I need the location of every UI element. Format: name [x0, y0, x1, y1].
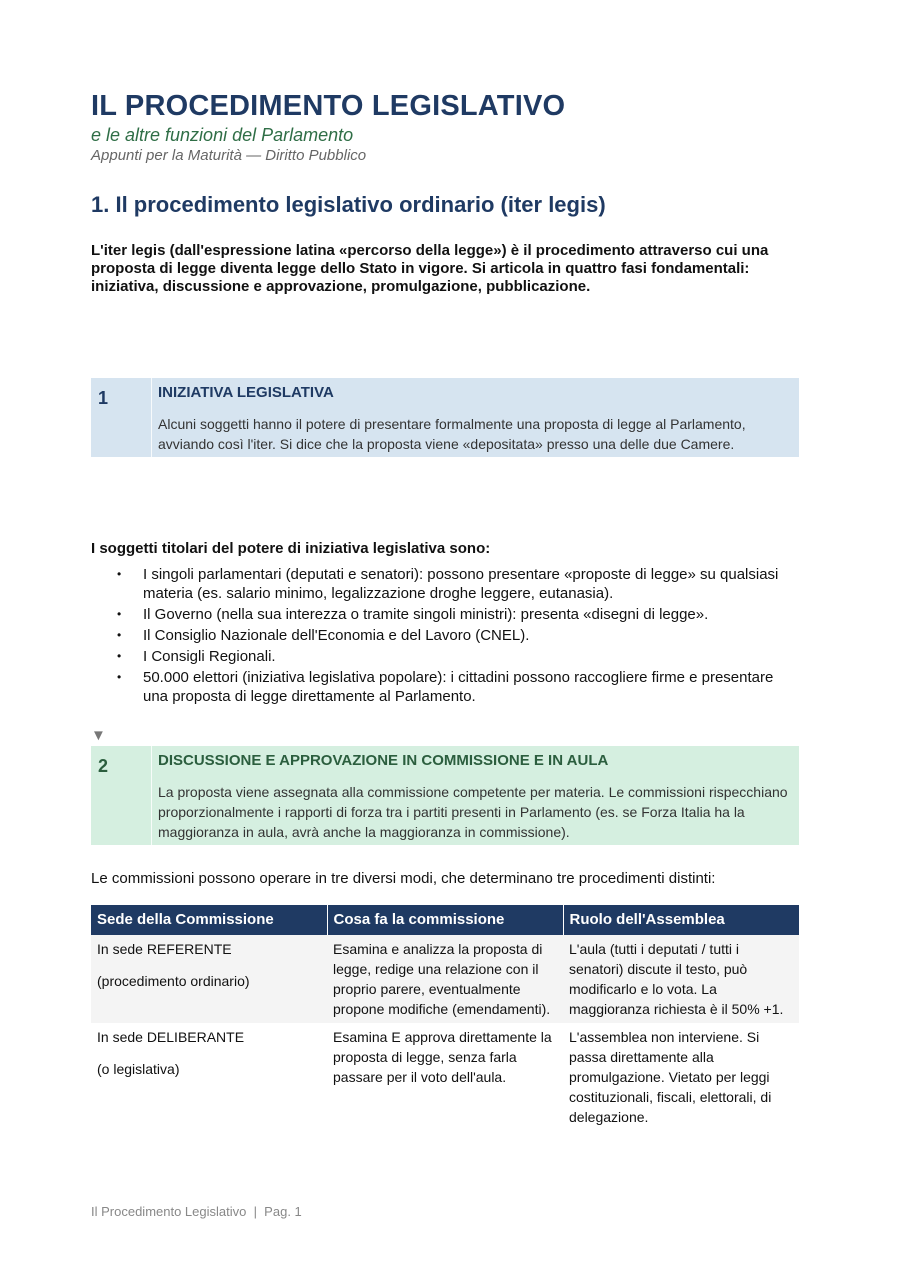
- column-header: Ruolo dell'Assemblea: [563, 905, 799, 935]
- table-cell-sede: [91, 935, 327, 1023]
- bullet-icon: •: [117, 607, 122, 621]
- list-item-text: I Consigli Regionali.: [143, 648, 276, 665]
- sede-label: In sede DELIBERANTE: [97, 1029, 245, 1045]
- commission-table: [91, 905, 799, 1131]
- list-item-text: Il Consiglio Nazionale dell'Economia e del Lavoro (CNEL).: [143, 627, 530, 644]
- arrow-down-icon: ▼: [91, 727, 106, 744]
- bullet-icon: •: [117, 567, 122, 581]
- document-subtitle: e le altre funzioni del Parlamento: [91, 125, 354, 145]
- phase-body: [151, 746, 799, 845]
- sede-note: (o legislativa): [97, 1061, 180, 1077]
- list-item-text: I singoli parlamentari (deputati e senatori): possono presentare «proposte di legge» su qualsiasi materia (es. salario minimo, legalizzazione droghe leggere, eutanasia).: [143, 566, 779, 602]
- document-title: IL PROCEDIMENTO LEGISLATIVO: [91, 90, 566, 122]
- bullet-icon: •: [117, 628, 122, 642]
- list-item-text: Il Governo (nella sua interezza o tramite singoli ministri): presenta «disegni di legge».: [143, 606, 709, 623]
- list-item: [91, 668, 799, 706]
- list-item-text: 50.000 elettori (iniziativa legislativa popolare): i cittadini possono raccogliere firme e presentare una proposta di legge direttamente al Parlamento.: [143, 669, 774, 705]
- phase-number: 2: [98, 756, 109, 776]
- table-header-row: [91, 905, 799, 935]
- phase-text: La proposta viene assegnata alla commissione competente per materia. Le commissioni rispecchiano proporzionalmente i rapporti di forza tra i partiti presenti in Parlamento (es. se Forza Italia ha la maggioranza in aula, avrà anche la maggioranza in commissione).: [158, 784, 788, 840]
- sede-note: (procedimento ordinario): [97, 973, 250, 989]
- table-row: [91, 1023, 799, 1131]
- list-item: [91, 565, 799, 603]
- phase-title: INIZIATIVA LEGISLATIVA: [158, 384, 334, 401]
- table-cell-cosa: Esamina e analizza la proposta di legge, redige una relazione con il proprio parere, eventualmente propone modifiche (emendamenti).: [327, 935, 563, 1023]
- table-row: [91, 935, 799, 1023]
- intro-paragraph: L'iter legis (dall'espressione latina «percorso della legge») è il procedimento attraverso cui una proposta di legge diventa legge dello Stato in vigore. Si articola in quattro fasi fondamentali: iniziativa, discussione e approvazione, promulgazione, pubblicazione.: [91, 242, 769, 295]
- phase-text: Alcuni soggetti hanno il potere di presentare formalmente una proposta di legge al Parlamento, avviando così l'iter. Si dice che la proposta viene «depositata» presso una delle due Camere.: [158, 416, 746, 452]
- column-header: Cosa fa la commissione: [327, 905, 563, 935]
- subjects-heading: I soggetti titolari del potere di iniziativa legislativa sono:: [91, 540, 491, 557]
- table-cell-sede: [91, 1023, 327, 1131]
- phase-box-iniziativa: [91, 378, 799, 457]
- column-header: Sede della Commissione: [91, 905, 327, 935]
- document-page: [91, 88, 799, 1131]
- phase-number: 1: [98, 388, 109, 408]
- phase-title: DISCUSSIONE E APPROVAZIONE IN COMMISSIONE E IN AULA: [158, 752, 609, 769]
- subjects-list: [91, 565, 799, 706]
- document-meta: Appunti per la Maturità — Diritto Pubblico: [91, 147, 367, 164]
- phase-box-discussione: [91, 746, 799, 845]
- table-cell-cosa: Esamina E approva direttamente la proposta di legge, senza farla passare per il voto dell'aula.: [327, 1023, 563, 1131]
- section-heading: 1. Il procedimento legislativo ordinario (iter legis): [91, 192, 606, 217]
- list-item: [91, 626, 799, 645]
- bullet-icon: •: [117, 670, 122, 684]
- list-item: [91, 647, 799, 666]
- table-cell-ruolo: L'assemblea non interviene. Si passa direttamente alla promulgazione. Vietato per leggi costituzionali, fiscali, elettorali, di delegazione.: [563, 1023, 799, 1131]
- phase-body: [151, 378, 799, 457]
- bullet-icon: •: [117, 649, 122, 663]
- sede-label: In sede REFERENTE: [97, 941, 232, 957]
- commission-intro: Le commissioni possono operare in tre diversi modi, che determinano tre procedimenti distinti:: [91, 870, 716, 887]
- page-footer: Il Procedimento Legislativo | Pag. 1: [91, 1204, 302, 1219]
- table-cell-ruolo: L'aula (tutti i deputati / tutti i senatori) discute il testo, può modificarlo e lo vota. La maggioranza richiesta è il 50% +1.: [563, 935, 799, 1023]
- list-item: [91, 605, 799, 624]
